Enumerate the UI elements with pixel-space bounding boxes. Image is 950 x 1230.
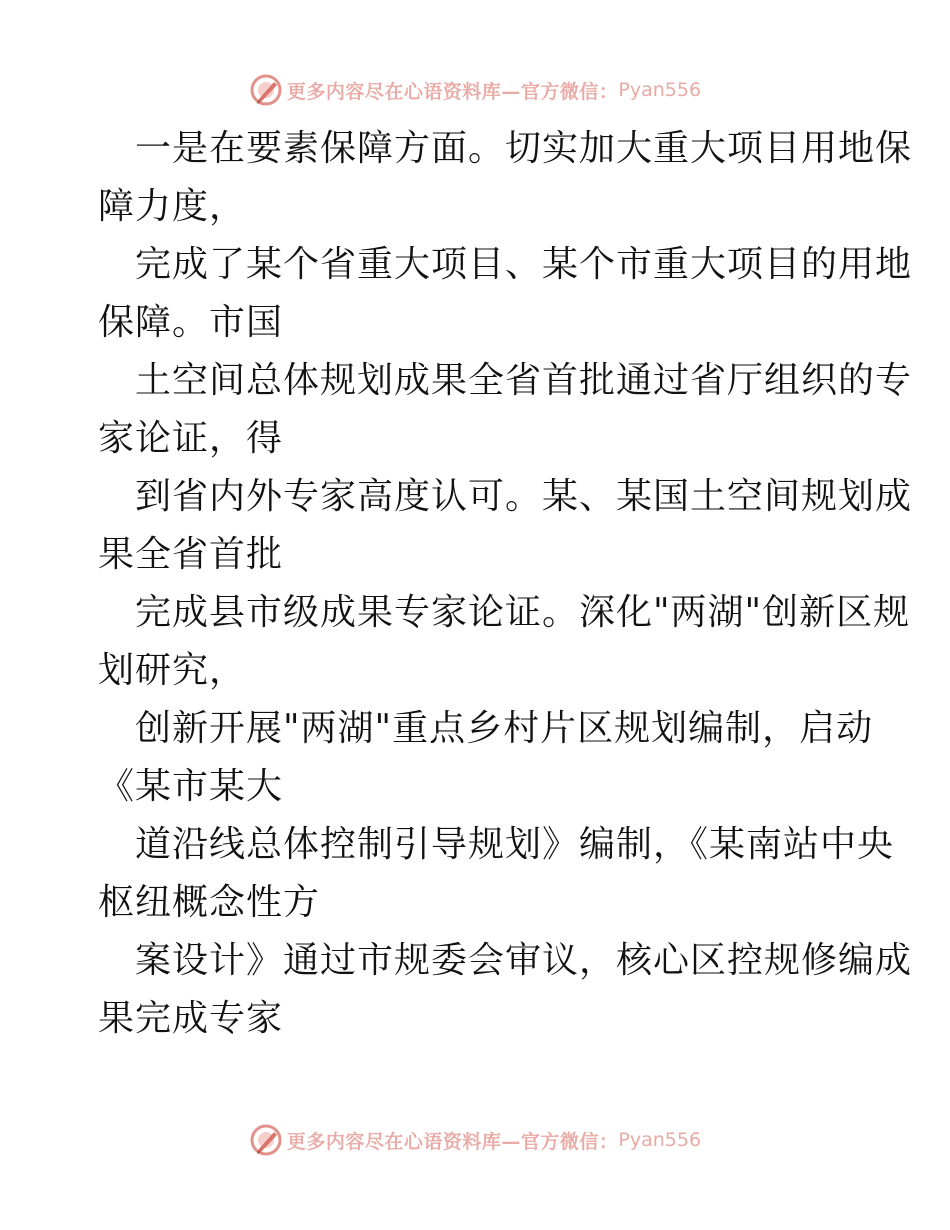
paragraph-5-line-1: 完成县市级成果专家论证。深化"两湖"创新区规 (135, 592, 911, 633)
paragraph-5-line-2: 划研究， (98, 650, 247, 691)
watermark-text: 更多内容尽在心语资料库—官方微信： (286, 1130, 619, 1153)
pen-logo-icon (249, 73, 283, 107)
paragraph-3-line-2: 家论证，得 (98, 418, 284, 459)
paragraph-1-line-1: 一是在要素保障方面。切实加大重大项目用地保 (135, 128, 913, 169)
paragraph-7-line-2: 枢纽概念性方 (98, 882, 321, 923)
paragraph-1-line-2: 障力度， (98, 186, 247, 227)
watermark-wechat-id: Pyan556 (618, 1129, 702, 1151)
paragraph-3-line-1: 土空间总体规划成果全省首批通过省厅组织的专 (135, 360, 913, 401)
paragraph-6-line-2: 《某市某大 (98, 766, 284, 807)
pen-logo-icon (249, 1123, 283, 1157)
footer-watermark (0, 1120, 950, 1160)
paragraph-8-line-2: 果完成专家 (98, 998, 284, 1039)
paragraph-6-line-1: 创新开展"两湖"重点乡村片区规划编制，启动 (135, 708, 874, 749)
paragraph-4-line-2: 果全省首批 (98, 534, 284, 575)
watermark-text: 更多内容尽在心语资料库—官方微信： (286, 80, 619, 103)
paragraph-4-line-1: 到省内外专家高度认可。某、某国土空间规划成 (135, 476, 913, 517)
watermark-wechat-id: Pyan556 (618, 79, 702, 101)
paragraph-2-line-2: 保障。市国 (98, 302, 284, 343)
header-watermark (0, 70, 950, 110)
paragraph-8-line-1: 案设计》通过市规委会审议，核心区控规修编成 (135, 940, 913, 981)
paragraph-7-line-1: 道沿线总体控制引导规划》编制，《某南站中央 (135, 824, 895, 865)
paragraph-2-line-1: 完成了某个省重大项目、某个市重大项目的用地 (135, 244, 913, 285)
